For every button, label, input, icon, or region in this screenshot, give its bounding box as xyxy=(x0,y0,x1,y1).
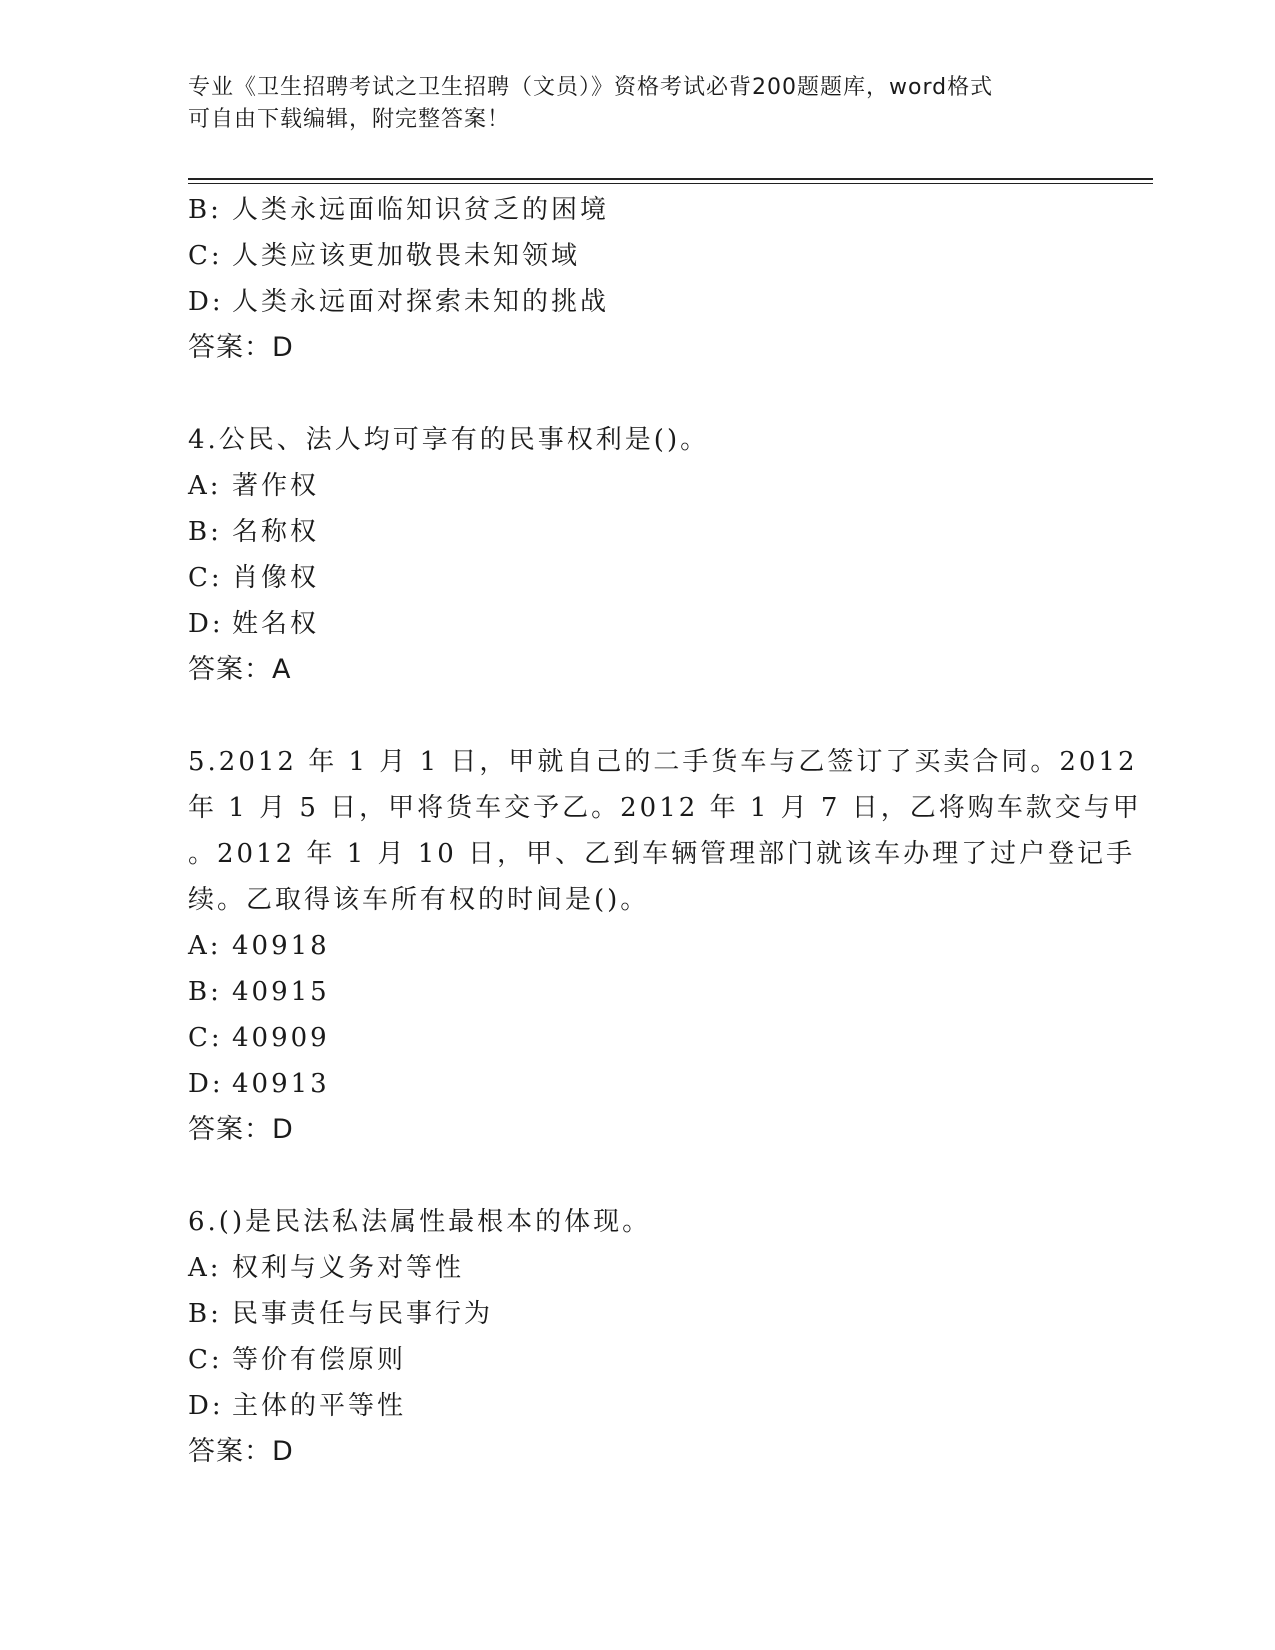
option-text: 40913 xyxy=(232,1069,330,1099)
question-6 xyxy=(188,1199,1088,1475)
option-label: C: xyxy=(188,1023,223,1053)
header-title-line-1: 专业《卫生招聘考试之卫生招聘（文员）》资格考试必背200题题库，word格式 xyxy=(188,75,994,100)
option-d xyxy=(188,1061,1088,1107)
option-text: 权利与义务对等性 xyxy=(232,1253,465,1283)
option-text: 名称权 xyxy=(232,517,320,547)
option-label: B: xyxy=(188,195,222,225)
question-stem-line-4: 续。乙取得该车所有权的时间是()。 xyxy=(188,885,650,915)
option-label: B: xyxy=(188,1299,222,1329)
option-c xyxy=(188,1337,1088,1383)
option-label: B: xyxy=(188,517,222,547)
option-a xyxy=(188,923,1088,969)
header-divider-thin xyxy=(188,183,1153,184)
option-d xyxy=(188,601,1088,647)
answer-line: 答案：D xyxy=(188,1436,294,1467)
question-4 xyxy=(188,417,1088,693)
option-b xyxy=(188,969,1088,1015)
option-c xyxy=(188,1015,1088,1061)
option-b xyxy=(188,1291,1088,1337)
question-stem-line-2: 年 1 月 5 日，甲将货车交予乙。2012 年 1 月 7 日，乙将购车款交与甲 xyxy=(188,793,1142,823)
option-label: C: xyxy=(188,1345,223,1375)
option-text: 人类永远面对探索未知的挑战 xyxy=(232,287,610,317)
option-text: 主体的平等性 xyxy=(232,1391,407,1421)
option-c xyxy=(188,555,1088,601)
option-text: 肖像权 xyxy=(232,563,320,593)
option-label: C: xyxy=(188,563,223,593)
option-b xyxy=(188,509,1088,555)
option-label: A: xyxy=(188,471,222,501)
option-label: D: xyxy=(188,1069,224,1099)
option-label: A: xyxy=(188,1253,222,1283)
option-b xyxy=(188,187,1088,233)
answer-line: 答案：A xyxy=(188,654,292,685)
option-label: A: xyxy=(188,931,222,961)
option-text: 民事责任与民事行为 xyxy=(232,1299,494,1329)
answer-line: 答案：D xyxy=(188,332,294,363)
option-text: 姓名权 xyxy=(232,609,320,639)
option-label: D: xyxy=(188,1391,224,1421)
question-stem-line-3: 。2012 年 1 月 10 日，甲、乙到车辆管理部门就该车办理了过户登记手 xyxy=(188,839,1136,869)
question-stem: 6.()是民法私法属性最根本的体现。 xyxy=(188,1207,652,1237)
question-stem-line-1: 5.2012 年 1 月 1 日，甲就自己的二手货车与乙签订了买卖合同。2012 xyxy=(188,747,1138,777)
question-continued xyxy=(188,187,1088,371)
answer-line: 答案：D xyxy=(188,1114,294,1145)
option-label: B: xyxy=(188,977,222,1007)
option-text: 著作权 xyxy=(232,471,320,501)
option-text: 等价有偿原则 xyxy=(232,1345,407,1375)
option-label: D: xyxy=(188,609,224,639)
option-a xyxy=(188,463,1088,509)
option-d xyxy=(188,1383,1088,1429)
option-label: D: xyxy=(188,287,224,317)
option-c xyxy=(188,233,1088,279)
option-text: 40915 xyxy=(232,977,330,1007)
document-body xyxy=(188,187,1142,1475)
option-text: 人类永远面临知识贫乏的困境 xyxy=(232,195,610,225)
header-title-line-2: 可自由下载编辑，附完整答案！ xyxy=(188,107,511,132)
option-text: 40909 xyxy=(232,1023,330,1053)
header-divider-thick xyxy=(188,178,1153,180)
option-text: 40918 xyxy=(232,931,330,961)
page-header xyxy=(188,72,1068,136)
question-5 xyxy=(188,739,1142,1153)
option-label: C: xyxy=(188,241,223,271)
option-a xyxy=(188,1245,1088,1291)
question-stem: 4.公民、法人均可享有的民事权利是()。 xyxy=(188,425,710,455)
option-text: 人类应该更加敬畏未知领域 xyxy=(232,241,581,271)
option-d xyxy=(188,279,1088,325)
